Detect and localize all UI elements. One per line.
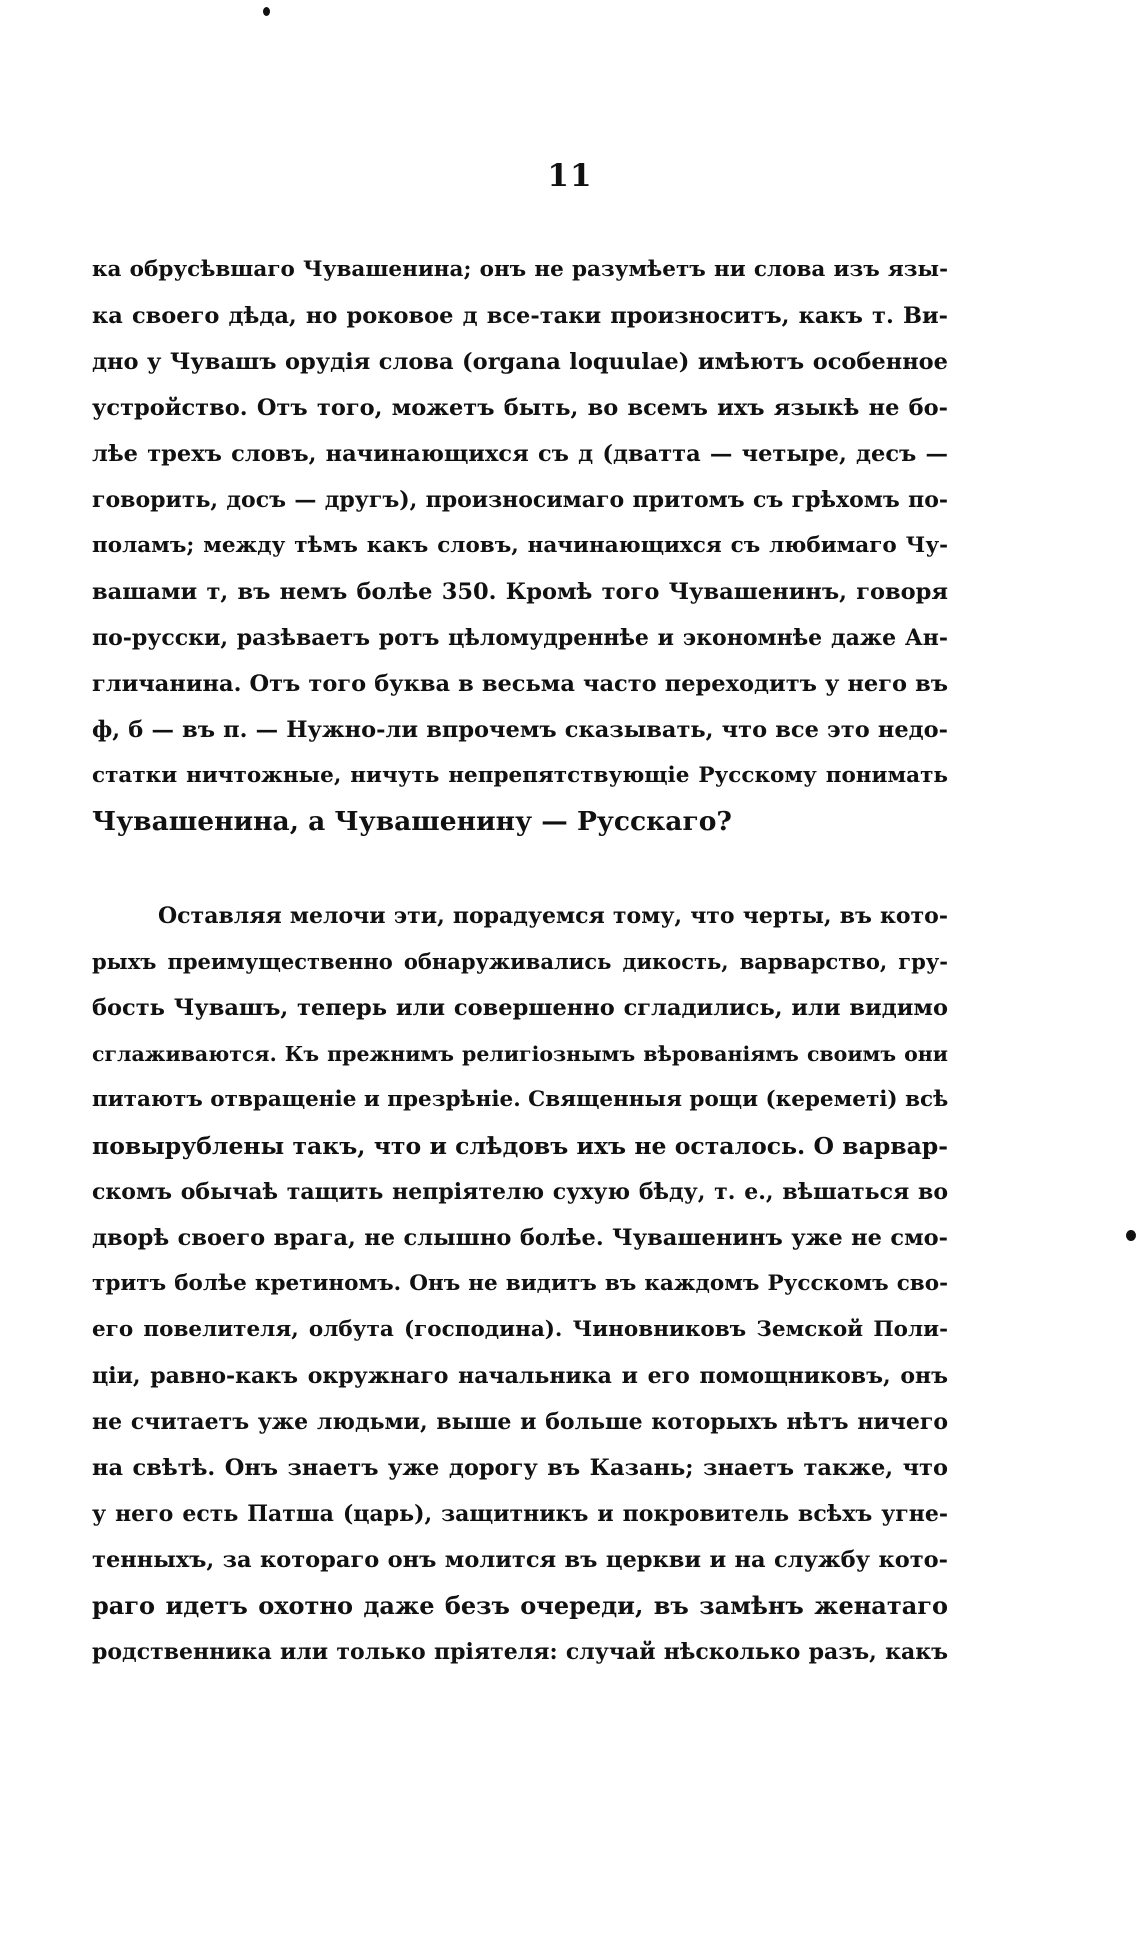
text-line: его повелителя, олбута (господина). Чиновниковъ Земской Поли- [92, 1317, 948, 1342]
ink-speck [1126, 1230, 1136, 1241]
text-line: ка обрусѣвшаго Чувашенина; онъ не разумѣетъ ни слова изъ язы- [92, 257, 948, 282]
text-line: скомъ обычаѣ тащить непріятелю сухую бѣду, т. е., вѣшаться во [92, 1179, 948, 1205]
text-line: поламъ; между тѣмъ какъ словъ, начинающихся съ любимаго Чу- [92, 533, 948, 558]
text-line: на свѣтѣ. Онъ знаетъ уже дорогу въ Казань; знаетъ также, что [92, 1455, 948, 1481]
text-line: родственника или только пріятеля: случай нѣсколько разъ, какъ [92, 1639, 948, 1665]
text-line: ка своего дѣда, но роковое д все-таки произноситъ, какъ т. Ви- [92, 303, 948, 329]
text-line: раго идетъ охотно даже безъ очереди, въ замѣнъ женатаго [92, 1591, 948, 1620]
text-line: дворѣ своего врага, не слышно болѣе. Чувашенинъ уже не смо- [92, 1225, 948, 1251]
text-line: Оставляя мелочи эти, порадуемся тому, что черты, въ кото- [158, 903, 948, 929]
text-line: тритъ болѣе кретиномъ. Онъ не видитъ въ каждомъ Русскомъ сво- [92, 1271, 948, 1296]
text-line: по-русски, разѣваетъ ротъ цѣломудреннѣе и экономнѣе даже Ан- [92, 625, 948, 651]
text-line: не считаетъ уже людьми, выше и больше которыхъ нѣтъ ничего [92, 1409, 948, 1435]
text-line: дно у Чувашъ орудія слова (organa loquulae) имѣютъ особенное [92, 349, 948, 375]
text-line: устройство. Отъ того, можетъ быть, во всемъ ихъ языкѣ не бо- [92, 395, 948, 421]
text-line: рыхъ преимущественно обнаруживались дикость, варварство, гру- [92, 949, 948, 974]
text-line: статки ничтожные, ничуть непрепятствующіе Русскому понимать [92, 763, 948, 788]
text-line: бость Чувашъ, теперь или совершенно сгладились, или видимо [92, 995, 948, 1021]
text-line: вашами т, въ немъ болѣе 350. Кромѣ того Чувашенинъ, говоря [92, 579, 948, 605]
ink-speck [263, 7, 270, 16]
text-line: сглаживаются. Къ прежнимъ религіознымъ вѣрованіямъ своимъ они [92, 1042, 948, 1066]
text-line: гличанина. Отъ того буква в весьма часто переходитъ у него въ [92, 671, 948, 697]
text-line: у него есть Патша (царь), защитникъ и покровитель всѣхъ угне- [92, 1501, 948, 1527]
text-line: питаютъ отвращеніе и презрѣніе. Священныя рощи (кереметі) всѣ [92, 1087, 948, 1112]
page-number: 11 [547, 158, 593, 194]
text-line: лѣе трехъ словъ, начинающихся съ д (дватта — четыре, десъ — [92, 441, 948, 467]
text-line: ф, б — въ п. — Нужно-ли впрочемъ сказывать, что все это недо- [92, 717, 948, 743]
text-line: тенныхъ, за котораго онъ молится въ церкви и на службу кото- [92, 1547, 948, 1573]
text-line: ціи, равно-какъ окружнаго начальника и его помощниковъ, онъ [92, 1363, 948, 1389]
text-line: Чувашенина, а Чувашенину — Русскаго? [92, 806, 732, 837]
text-line: повырублены такъ, что и слѣдовъ ихъ не осталось. О варвар- [92, 1132, 948, 1160]
text-line: говорить, досъ — другъ), произносимаго притомъ съ грѣхомъ по- [92, 487, 948, 513]
